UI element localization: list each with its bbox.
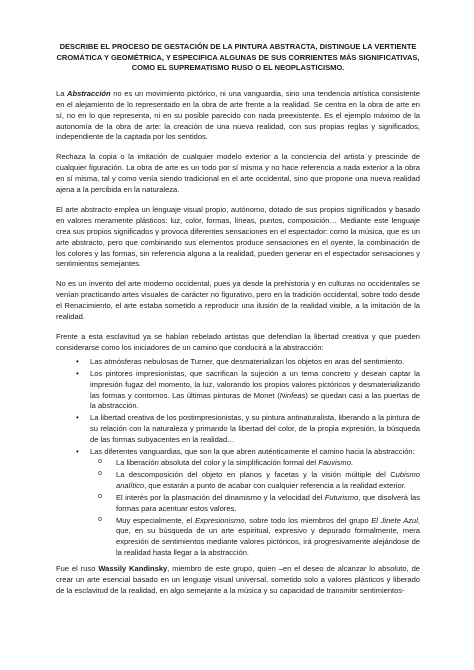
text-span: .: [350, 457, 354, 467]
name-kandinsky: Wassily Kandinsky: [98, 564, 168, 574]
list-item: [116, 516, 420, 560]
text-span: Fue el ruso: [56, 564, 99, 574]
page-title: DESCRIBE EL PROCESO DE GESTACIÓN DE LA PINTURA ABSTRACTA, DISTINGUE LA VERTIENTE CROMÁTICA Y GEOMÉTRICA, Y ESPECIFICA ALGUNAS DE SUS CORRIENTES MÁS SIGNIFICATIVAS, COMO EL SUPREMATISMO RUSO O EL NEOPLASTICISMO.: [56, 42, 420, 73]
list-item: [90, 357, 420, 368]
term-fauvismo: Fauvismo: [318, 457, 351, 467]
term-cubismo: ubismo analítico: [116, 469, 420, 490]
paragraph-invento: No es un invento del arte moderno occidental, pues ya desde la prehistoria y en culturas no occidentales se venían practicando artes visuales de carácter no figurativo, pero en la tradición occidental, sobre todo desde el Renacimiento, el arte estaba sometido a reproducir una ilusión de la realidad visible, a la imitación de la realidad.: [56, 279, 420, 322]
paragraph-kandinsky: [56, 564, 420, 597]
text-span: La descomposición del objeto en planos y facetas y la visión múltiple del C: [116, 469, 396, 479]
text-span: , que, en su búsqueda de un arte espiritual, expresivo y depurado formalmente, mera expresión de sentimientos mediante valores pictóricos, irá progresivamente alejándose de la realidad hasta llegar a la abstracción.: [116, 515, 420, 558]
text-span: Muy especialmente, el: [116, 515, 195, 525]
text-span: Las diferentes vanguardias, que son la que abren auténticamente el camino hacia la abstracción:: [90, 447, 415, 457]
term-ninfeas: Ninfeas: [279, 390, 306, 400]
text-span: ) se quedan casi a las puertas de la abstracción.: [90, 390, 420, 411]
text-span: , miembro de este grupo, quien –en el deseo de alcanzar lo absoluto, de crear un arte esencial basado en un lenguaje visual universal, sometido solo a valores plásticos y liberado de la esclavitud de la realidad, en algo semejante a la música y su capacidad de transmitir sentimientos-: [56, 564, 420, 595]
text-span: Las atmósferas nebulosas de Turner, que desmaterializan los objetos en aras del sentimiento.: [90, 356, 405, 366]
paragraph-lenguaje: El arte abstracto emplea un lenguaje visual propio, autónomo, dotado de sus propios significados y basado en valores meramente plásticos: luz, color, formas, líneas, puntos, composición… Mediante este lenguaje crea sus propios significados y provoca diferentes sensaciones en el espectador: como la música, que es un arte abstracto, pero que combinando sus elementos produce sensaciones en el oyente, la combinación de los colores y las formas, sin referencia alguna a la realidad, pueden generar en el espectador sensaciones y sentimientos semejantes.: [56, 204, 420, 269]
paragraph-intro: [56, 89, 420, 144]
text-span: , que estarán a punto de acabar con cualquier referencia a la realidad exterior.: [144, 480, 406, 490]
text-span: La libertad creativa de los postimpresionistas, y su pintura antinaturalista, liberando a la pintura de su relación con la naturaleza y primando la libertad del color, de la propia expresión, la búsqueda de las formas subyacentes en la realidad…: [90, 413, 420, 445]
text-span: Los pintores impresionistas, que sacrifican la sujeción a un tema concreto y desean captar la impresión fugaz del momento, la luz, valorando los propios valores pictóricos y desmaterializando las formas y contornos. Las últimas pinturas de Monet (: [90, 368, 420, 400]
list-item: [116, 458, 420, 469]
text-span: no es un movimiento pictórico, ni una vanguardia, sino una tendencia artística consistente en el alejamiento de lo representado en la obra de arte frente a la realidad. Se centra en la obra de arte en sí, no en lo que representa, ni en su posible parecido con nada preexistente. Es el ejemplo máximo de la autonomía de la obra de arte: la creación de una nueva realidad, con sus propias reglas y significados, independiente de la captada por los sentidos.: [56, 88, 420, 142]
text-span: , que disolverá las formas para acentuar estos valores.: [116, 492, 420, 513]
precursors-list: [56, 357, 420, 559]
list-item: [116, 493, 420, 515]
paragraph-rechaza: Rechaza la copia o la imitación de cualquier modelo exterior a la conciencia del artista y prescinde de cualquier figuración. La obra de arte es un todo por sí misma y no hace referencia a nada exterior a la obra en sí misma, tal y como venía siendo tradicional en el arte occidental, sino que propone una nueva realidad ajena a la percibida en la naturaleza.: [56, 152, 420, 195]
term-jinete-azul: El Jinete Azul: [371, 515, 418, 525]
list-item: [90, 447, 420, 559]
term-expresionismo: Expresionismo: [195, 515, 245, 525]
text-span: El interés por la plasmación del dinamismo y la velocidad del: [116, 492, 325, 502]
vanguards-list: [90, 458, 420, 559]
text-span: La: [56, 88, 68, 98]
text-span: , sobre todo los miembros del grupo: [244, 515, 372, 525]
list-item: [90, 369, 420, 413]
text-span: La liberación absoluta del color y la simplificación formal del: [116, 457, 319, 467]
list-item: [90, 413, 420, 446]
term-futurismo: Futurismo: [324, 492, 359, 502]
paragraph-frente: Frente a esta esclavitud ya se habían rebelado artistas que defendían la libertad creativa y que pueden considerarse como los iniciadores de un camino que conducirá a la abstracción:: [56, 332, 420, 352]
list-item: [116, 470, 420, 492]
term-abstraccion: Abstracción: [67, 88, 111, 98]
